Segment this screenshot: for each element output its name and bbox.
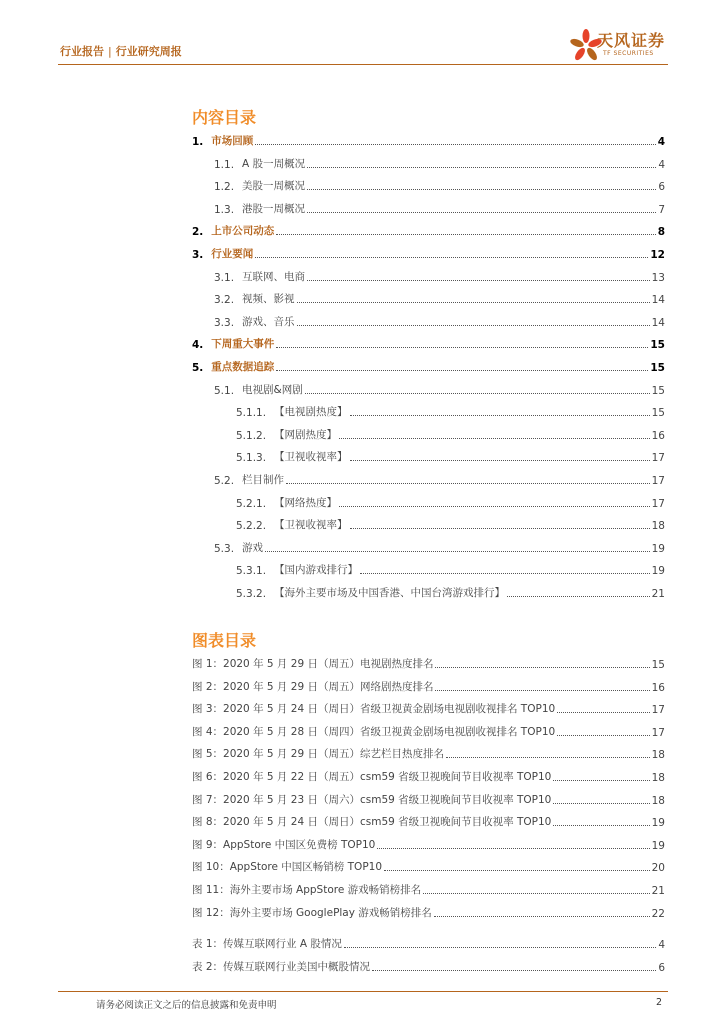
dot-leader	[350, 460, 650, 461]
toc-entry-title: 重点数据追踪	[211, 361, 275, 373]
toc-entry-page: 13	[651, 271, 665, 284]
logo-name: 天风证券	[597, 31, 666, 50]
dot-leader	[557, 712, 649, 713]
figure-entry[interactable]	[192, 678, 665, 694]
figure-entry[interactable]	[192, 745, 665, 761]
figure-entry[interactable]	[192, 836, 665, 852]
toc-entry-page: 15	[650, 362, 665, 374]
toc-entry-number: 1.	[192, 136, 204, 148]
toc-entry-number: 5.1.3.	[236, 452, 267, 465]
toc-entry[interactable]	[236, 494, 665, 510]
toc-entry[interactable]	[214, 200, 665, 216]
toc-entry[interactable]	[236, 426, 665, 442]
toc-entry-page: 8	[657, 226, 665, 239]
dot-leader	[557, 735, 649, 736]
toc-entry-page: 17	[651, 497, 665, 510]
toc-entry-title: 电视剧&网剧	[242, 383, 303, 396]
toc-entry-number: 5.2.	[214, 475, 235, 487]
figure-entry-page: 16	[651, 681, 665, 694]
toc-entry-title: 行业要闻	[211, 248, 254, 260]
figure-entry-title: 图 9：AppStore 中国区免费榜 TOP10	[192, 838, 376, 851]
toc-entry-page: 14	[651, 316, 665, 329]
toc-entry-page: 21	[651, 588, 665, 600]
toc-entry-page: 17	[651, 452, 665, 465]
toc-entry-number: 5.2.1.	[236, 497, 267, 510]
dot-leader	[307, 167, 656, 168]
table-entry-title: 表 2：传媒互联网行业美国中概股情况	[192, 960, 371, 973]
figure-entry-title: 图 8：2020 年 5 月 24 日（周日）csm59 省级卫视晚间节目收视率 TOP10	[192, 816, 552, 829]
toc-entry-title: 【卫视收视率】	[274, 519, 348, 532]
toc-entry[interactable]	[214, 290, 665, 306]
toc-entry-title: 港股一周概况	[242, 202, 306, 215]
toc-entry-number: 3.3.	[214, 316, 235, 329]
dot-leader	[307, 212, 656, 213]
figure-entry[interactable]	[192, 904, 665, 920]
toc-entry-title: 视频、影视	[242, 293, 295, 306]
toc-entry-number: 2.	[192, 226, 204, 239]
toc-entry-page: 16	[651, 429, 665, 442]
figure-entry-page: 18	[651, 772, 665, 784]
toc-entry-title: 上市公司动态	[211, 225, 275, 238]
dot-leader	[384, 870, 650, 871]
toc-entry-number: 3.1.	[214, 271, 235, 284]
toc-entry-number: 5.1.1.	[236, 407, 267, 420]
toc-entry[interactable]	[192, 358, 665, 374]
toc-entry-page: 7	[658, 203, 665, 216]
toc-entry[interactable]	[192, 335, 665, 351]
toc-entry-number: 3.	[192, 249, 204, 261]
figure-entry[interactable]	[192, 791, 665, 807]
page-number: 2	[656, 997, 663, 1008]
figure-entry-title: 图 7：2020 年 5 月 23 日（周六）csm59 省级卫视晚间节目收视率 TOP10	[192, 793, 552, 806]
table-entry[interactable]	[192, 958, 665, 974]
toc-entry[interactable]	[214, 155, 665, 171]
toc-entry-page: 18	[651, 520, 665, 533]
dot-leader	[372, 970, 656, 971]
figure-entry-page: 20	[651, 862, 665, 875]
figure-entry-title: 图 5：2020 年 5 月 29 日（周五）综艺栏目热度排名	[192, 748, 444, 761]
toc-entry-page: 19	[651, 542, 665, 555]
figure-entry-page: 21	[651, 885, 665, 897]
toc-entry-title: 【电视剧热度】	[274, 406, 348, 419]
toc-entry[interactable]	[236, 448, 665, 464]
logo-subtitle: TF SECURITIES	[603, 50, 654, 57]
toc-entry[interactable]	[214, 539, 665, 555]
toc-entry[interactable]	[214, 268, 665, 284]
toc-entry-number: 5.1.	[214, 384, 235, 397]
figure-entry-page: 17	[651, 704, 665, 717]
toc-entry[interactable]	[236, 584, 665, 600]
footer-divider	[58, 991, 668, 992]
dot-leader	[307, 280, 650, 281]
toc-entry-title: A 股一周概况	[242, 157, 306, 170]
dot-leader	[507, 596, 650, 597]
toc-entry-number: 1.1.	[214, 158, 235, 171]
dot-leader	[339, 506, 650, 507]
dot-leader	[339, 438, 650, 439]
dot-leader	[360, 573, 650, 574]
header-separator: |	[108, 44, 112, 58]
toc-entry-number: 4.	[192, 339, 204, 352]
dot-leader	[553, 825, 649, 826]
figure-entry-title: 图 11：海外主要市场 AppStore 游戏畅销榜排名	[192, 884, 422, 896]
toc-entry-number: 5.3.	[214, 542, 235, 555]
dot-leader	[305, 393, 650, 394]
toc-entry-page: 19	[651, 565, 665, 578]
table-entry-title: 表 1：传媒互联网行业 A 股情况	[192, 938, 342, 950]
figure-entry-title: 图 1：2020 年 5 月 29 日（周五）电视剧热度排名	[192, 658, 434, 670]
toc-entry-title: 下周重大事件	[211, 338, 275, 351]
toc-entry[interactable]	[236, 561, 665, 577]
footer-disclaimer: 请务必阅读正文之后的信息披露和免责申明	[96, 1000, 277, 1011]
figure-entry-page: 18	[651, 749, 665, 762]
toc-entry-title: 【国内游戏排行】	[274, 564, 359, 577]
figure-entry-title: 图 10：AppStore 中国区畅销榜 TOP10	[192, 861, 383, 874]
dot-leader	[435, 667, 649, 668]
dot-leader	[276, 234, 655, 235]
toc-entry[interactable]	[214, 313, 665, 329]
toc-entry[interactable]	[192, 222, 665, 238]
figure-entry-title: 图 3：2020 年 5 月 24 日（周日）省级卫视黄金剧场电视剧收视排名 TOP10	[192, 703, 556, 716]
report-header	[60, 43, 182, 59]
toc-entry-page: 15	[651, 384, 665, 397]
figure-entry-page: 18	[651, 794, 665, 807]
dot-leader	[435, 690, 649, 691]
figure-entry[interactable]	[192, 700, 665, 716]
toc-entry[interactable]	[192, 245, 665, 261]
toc-entry[interactable]	[214, 471, 665, 487]
toc-entry-number: 5.	[192, 362, 204, 374]
toc-entry[interactable]	[192, 132, 665, 148]
dot-leader	[276, 370, 648, 371]
figure-entry-page: 19	[651, 839, 665, 852]
toc-entry-page: 15	[651, 407, 665, 420]
figure-entry[interactable]	[192, 768, 665, 784]
dot-leader	[377, 848, 649, 849]
toc-entry[interactable]	[214, 177, 665, 193]
header-divider	[58, 64, 668, 65]
figure-entry-page: 15	[651, 659, 665, 671]
toc-entry-page: 12	[650, 249, 665, 261]
dot-leader	[553, 803, 649, 804]
dot-leader	[423, 893, 649, 894]
figure-entry-page: 17	[651, 726, 665, 739]
toc-entry-number: 5.3.1.	[236, 565, 267, 578]
toc-entry-title: 【网剧热度】	[274, 428, 338, 441]
figure-entry-title: 图 2：2020 年 5 月 29 日（周五）网络剧热度排名	[192, 680, 434, 693]
figure-entry[interactable]	[192, 655, 665, 671]
dot-leader	[297, 325, 650, 326]
dot-leader	[286, 483, 650, 484]
dot-leader	[255, 144, 655, 145]
header-category: 行业报告	[60, 45, 104, 58]
toc-entry-number: 1.2.	[214, 181, 235, 194]
toc-entry-title: 游戏、音乐	[242, 315, 295, 328]
dot-leader	[255, 257, 648, 258]
toc-entry-page: 4	[658, 158, 665, 171]
figures-title: 图表目录	[192, 631, 257, 650]
toc-entry-page: 15	[650, 339, 665, 352]
figure-entry[interactable]	[192, 881, 665, 897]
table-entry-page: 6	[658, 961, 665, 974]
toc-entry-title: 游戏	[242, 541, 264, 554]
figure-entry[interactable]	[192, 858, 665, 874]
header-subcategory: 行业研究周报	[115, 45, 182, 58]
toc-entry[interactable]	[236, 403, 665, 419]
figure-entry[interactable]	[192, 813, 665, 829]
dot-leader	[344, 947, 656, 948]
toc-entry[interactable]	[214, 381, 665, 397]
toc-entry-title: 【海外主要市场及中国香港、中国台湾游戏排行】	[274, 587, 506, 599]
figure-entry-title: 图 4：2020 年 5 月 28 日（周四）省级卫视黄金剧场电视剧收视排名 TOP10	[192, 725, 556, 738]
dot-leader	[553, 780, 649, 781]
toc-entry-number: 5.2.2.	[236, 520, 267, 533]
figure-entry-title: 图 6：2020 年 5 月 22 日（周五）csm59 省级卫视晚间节目收视率 TOP10	[192, 771, 552, 783]
toc-entry-title: 市场回顾	[211, 135, 254, 147]
dot-leader	[307, 189, 656, 190]
toc-entry-title: 美股一周概况	[242, 180, 306, 193]
toc-entry-number: 5.3.2.	[236, 588, 267, 600]
toc-entry-number: 5.1.2.	[236, 429, 267, 442]
figure-entry[interactable]	[192, 723, 665, 739]
figure-entry-title: 图 12：海外主要市场 GooglePlay 游戏畅销榜排名	[192, 906, 432, 919]
toc-entry-page: 14	[651, 294, 665, 307]
toc-entry-title: 【卫视收视率】	[274, 451, 348, 464]
toc-entry-number: 1.3.	[214, 203, 235, 216]
toc-entry-page: 4	[657, 136, 665, 148]
dot-leader	[265, 551, 650, 552]
toc-entry-title: 【网络热度】	[274, 496, 338, 509]
table-entry[interactable]	[192, 935, 665, 951]
dot-leader	[350, 415, 650, 416]
figure-entry-page: 19	[651, 817, 665, 830]
figure-entry-page: 22	[651, 907, 665, 920]
toc-entry-page: 17	[651, 475, 665, 487]
toc-entry-title: 栏目制作	[242, 474, 285, 486]
dot-leader	[297, 302, 650, 303]
dot-leader	[350, 528, 650, 529]
dot-leader	[434, 916, 650, 917]
toc-entry[interactable]	[236, 516, 665, 532]
dot-leader	[446, 757, 650, 758]
dot-leader	[276, 347, 648, 348]
contents-title: 内容目录	[192, 108, 257, 127]
toc-entry-title: 互联网、电商	[242, 270, 306, 283]
toc-entry-page: 6	[658, 181, 665, 194]
toc-entry-number: 3.2.	[214, 294, 235, 307]
table-entry-page: 4	[658, 939, 665, 951]
